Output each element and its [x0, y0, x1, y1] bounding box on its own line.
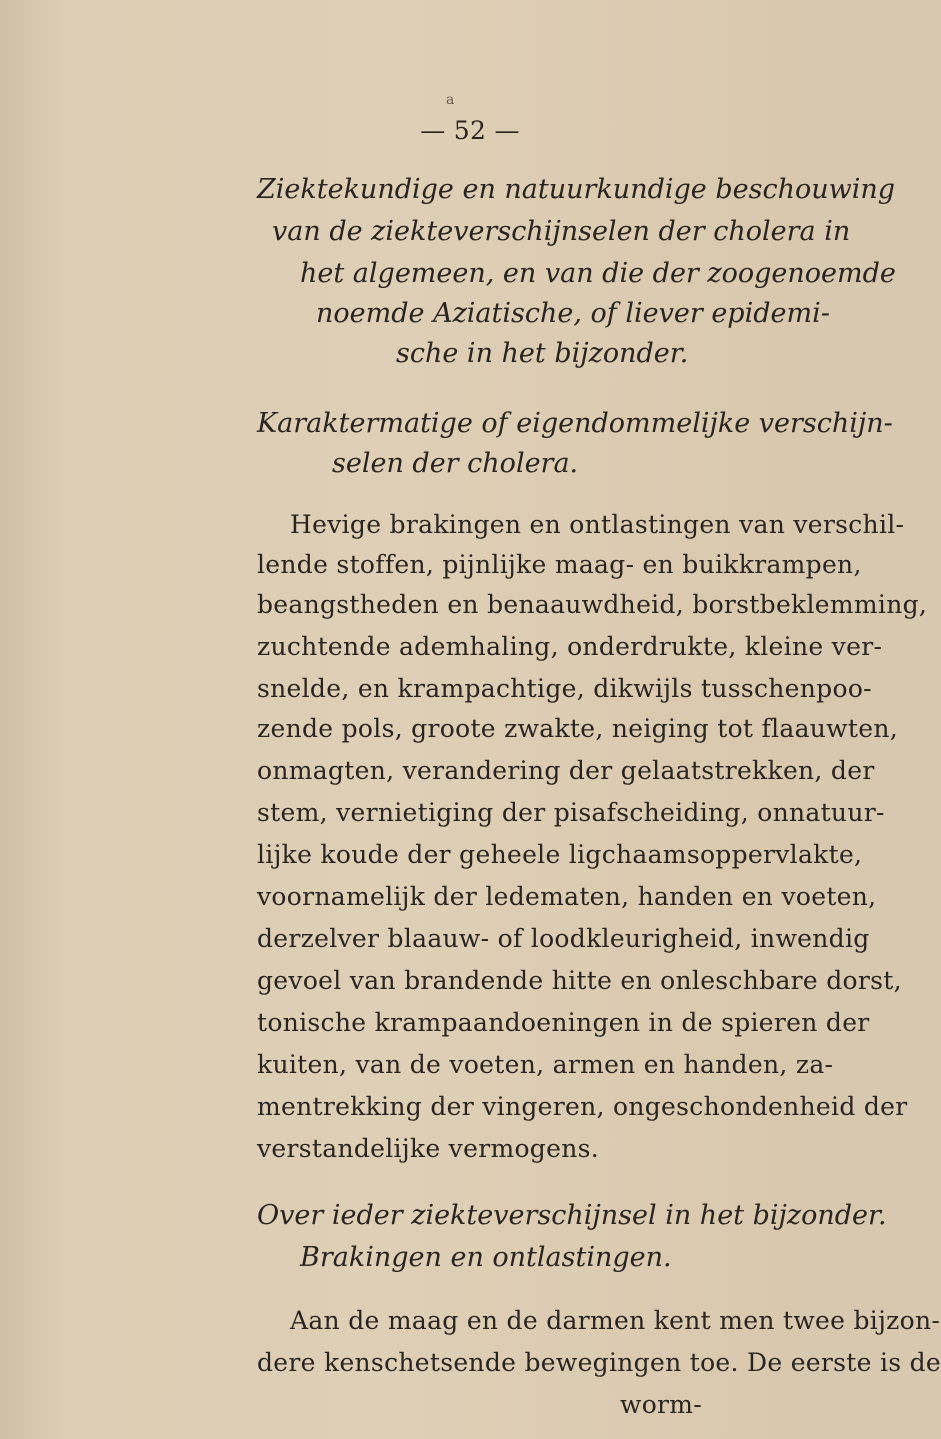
- page-mark: a: [446, 92, 455, 108]
- section-heading-line: selen der cholera.: [332, 448, 579, 479]
- title-line: sche in het bijzonder.: [396, 338, 689, 369]
- paragraph-line: zende pols, groote zwakte, neiging tot flaauwten,: [257, 714, 898, 743]
- title-line: van de ziekteverschijnselen der cholera in: [272, 216, 851, 247]
- page-number: — 52 —: [420, 116, 520, 145]
- paragraph-line: verstandelijke vermogens.: [257, 1134, 599, 1163]
- paragraph-line: gevoel van brandende hitte en onleschbare dorst,: [257, 966, 902, 995]
- title-line: noemde Aziatische, of liever epidemi-: [316, 298, 830, 329]
- catchword: worm-: [620, 1390, 703, 1419]
- paragraph-line: Aan de maag en de darmen kent men twee bijzon-: [290, 1306, 941, 1335]
- title-line: het algemeen, en van die der zoogenoemde: [300, 258, 896, 289]
- section-heading-line: Over ieder ziekteverschijnsel in het bijzonder.: [257, 1200, 887, 1231]
- paragraph-line: dere kenschetsende bewegingen toe. De eerste is de: [257, 1348, 941, 1377]
- paragraph-line: beangstheden en benaauwdheid, borstbeklemming,: [257, 590, 928, 619]
- paragraph-line: snelde, en krampachtige, dikwijls tusschenpoo-: [257, 674, 872, 703]
- paragraph-line: stem, vernietiging der pisafscheiding, onnatuur-: [257, 798, 885, 827]
- paragraph-line: zuchtende ademhaling, onderdrukte, kleine ver-: [257, 632, 883, 661]
- paragraph-line: derzelver blaauw- of loodkleurigheid, inwendig: [257, 924, 870, 953]
- paragraph-line: voornamelijk der ledematen, handen en voeten,: [257, 882, 877, 911]
- title-line: Ziektekundige en natuurkundige beschouwing: [257, 174, 896, 205]
- section-heading-line: Karaktermatige of eigendommelijke verschijn-: [257, 408, 893, 439]
- paragraph-line: mentrekking der vingeren, ongeschondenheid der: [257, 1092, 908, 1121]
- paragraph-line: lende stoffen, pijnlijke maag- en buikkrampen,: [257, 550, 862, 579]
- paragraph-line: lijke koude der geheele ligchaamsoppervlakte,: [257, 840, 863, 869]
- paragraph-line: onmagten, verandering der gelaatstrekken, der: [257, 756, 875, 785]
- section-heading-line: Brakingen en ontlastingen.: [300, 1242, 672, 1273]
- paragraph-line: tonische krampaandoeningen in de spieren der: [257, 1008, 870, 1037]
- paragraph-line: Hevige brakingen en ontlastingen van verschil-: [290, 510, 905, 539]
- paragraph-line: kuiten, van de voeten, armen en handen, za-: [257, 1050, 834, 1079]
